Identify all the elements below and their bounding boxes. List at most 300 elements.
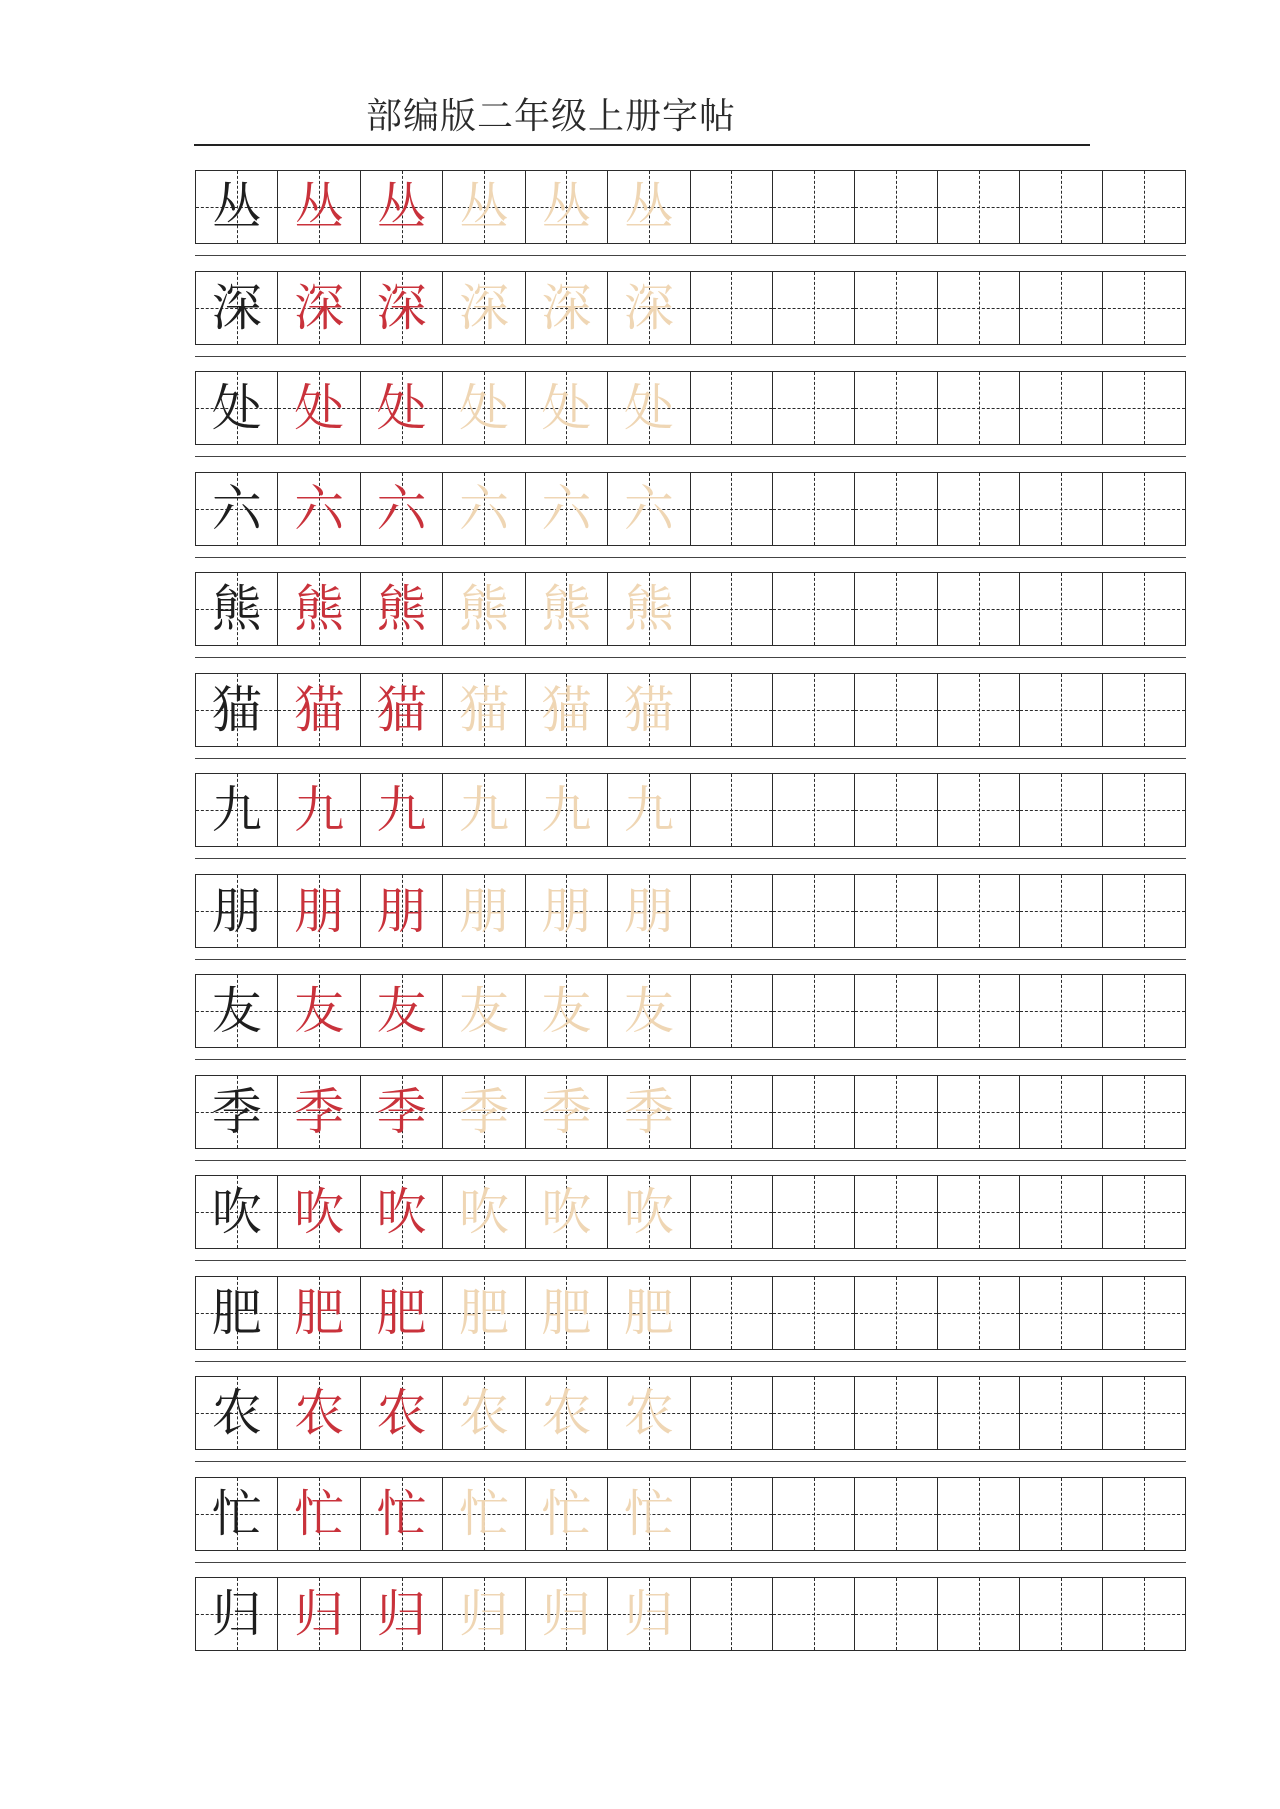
model-char-cell	[196, 1176, 278, 1248]
trace-character: 吹	[541, 1183, 592, 1241]
practice-row	[195, 1577, 1186, 1651]
red-character: 深	[376, 278, 427, 337]
practice-row	[195, 472, 1186, 546]
trace-character: 九	[541, 781, 592, 839]
trace-char-cell	[443, 1277, 525, 1349]
trace-character: 处	[541, 379, 592, 437]
trace-char-cell	[443, 1176, 525, 1248]
model-char-cell	[196, 975, 278, 1047]
blank-practice-cell[interactable]	[691, 1377, 773, 1449]
red-character: 六	[376, 479, 427, 538]
trace-character: 处	[623, 379, 674, 437]
blank-practice-cell[interactable]	[1020, 674, 1102, 746]
trace-character: 丛	[458, 178, 509, 236]
blank-practice-cell[interactable]	[691, 1478, 773, 1550]
blank-practice-cell[interactable]	[855, 1277, 937, 1349]
blank-practice-cell[interactable]	[1020, 1578, 1102, 1650]
blank-practice-cell[interactable]	[691, 1578, 773, 1650]
blank-practice-cell[interactable]	[1020, 1277, 1102, 1349]
blank-practice-cell[interactable]	[938, 674, 1020, 746]
trace-character: 友	[541, 982, 592, 1040]
blank-practice-cell[interactable]	[1103, 1076, 1185, 1148]
trace-character: 季	[623, 1082, 674, 1141]
blank-practice-cell[interactable]	[1103, 272, 1185, 344]
blank-practice-cell[interactable]	[1103, 1578, 1185, 1650]
red-char-cell	[361, 774, 443, 846]
model-char-cell	[196, 875, 278, 947]
blank-practice-cell[interactable]	[773, 1277, 855, 1349]
trace-character: 朋	[541, 881, 592, 940]
practice-row	[195, 371, 1186, 445]
red-char-cell	[278, 1176, 360, 1248]
trace-char-cell	[526, 272, 608, 344]
blank-practice-cell[interactable]	[773, 1478, 855, 1550]
blank-practice-cell[interactable]	[691, 1076, 773, 1148]
trace-character: 九	[458, 781, 509, 839]
trace-character: 农	[458, 1384, 509, 1442]
model-character: 丛	[211, 178, 262, 236]
red-char-cell	[361, 1578, 443, 1650]
trace-character: 丛	[623, 178, 674, 236]
blank-practice-cell[interactable]	[773, 975, 855, 1047]
trace-char-cell	[443, 975, 525, 1047]
blank-practice-cell[interactable]	[1103, 573, 1185, 645]
blank-practice-cell[interactable]	[855, 473, 937, 545]
blank-practice-cell[interactable]	[938, 372, 1020, 444]
blank-practice-cell[interactable]	[938, 975, 1020, 1047]
trace-char-cell	[443, 473, 525, 545]
blank-practice-cell[interactable]	[691, 1176, 773, 1248]
trace-character: 季	[541, 1082, 592, 1141]
red-char-cell	[278, 1578, 360, 1650]
blank-practice-cell[interactable]	[773, 372, 855, 444]
red-character: 忙	[294, 1484, 345, 1543]
trace-character: 季	[458, 1082, 509, 1141]
trace-char-cell	[443, 573, 525, 645]
trace-character: 农	[541, 1384, 592, 1442]
red-character: 九	[376, 781, 427, 839]
trace-char-cell	[443, 875, 525, 947]
trace-char-cell	[443, 674, 525, 746]
row-separator	[195, 1361, 1186, 1362]
red-char-cell	[278, 1478, 360, 1550]
trace-character: 六	[623, 479, 674, 538]
blank-practice-cell[interactable]	[938, 573, 1020, 645]
blank-practice-cell[interactable]	[773, 1578, 855, 1650]
blank-practice-cell[interactable]	[773, 473, 855, 545]
trace-char-cell	[443, 272, 525, 344]
blank-practice-cell[interactable]	[855, 975, 937, 1047]
red-char-cell	[361, 272, 443, 344]
trace-char-cell	[443, 774, 525, 846]
model-char-cell	[196, 1578, 278, 1650]
model-character: 肥	[211, 1283, 262, 1342]
trace-char-cell	[608, 674, 690, 746]
trace-character: 忙	[541, 1484, 592, 1543]
trace-char-cell	[443, 1478, 525, 1550]
blank-practice-cell[interactable]	[1020, 372, 1102, 444]
blank-practice-cell[interactable]	[691, 272, 773, 344]
model-character: 处	[211, 379, 262, 437]
red-character: 猫	[294, 680, 345, 739]
red-character: 季	[376, 1082, 427, 1141]
red-character: 深	[294, 278, 345, 337]
blank-practice-cell[interactable]	[1103, 1277, 1185, 1349]
practice-row	[195, 1075, 1186, 1149]
red-character: 季	[294, 1082, 345, 1141]
trace-char-cell	[526, 1478, 608, 1550]
model-character: 季	[211, 1082, 262, 1141]
row-separator	[195, 356, 1186, 357]
red-char-cell	[361, 1176, 443, 1248]
blank-practice-cell[interactable]	[773, 1076, 855, 1148]
trace-character: 猫	[541, 680, 592, 739]
red-character: 农	[294, 1384, 345, 1442]
model-character: 忙	[211, 1484, 262, 1543]
trace-char-cell	[608, 774, 690, 846]
blank-practice-cell[interactable]	[1020, 1377, 1102, 1449]
trace-character: 忙	[623, 1484, 674, 1543]
trace-char-cell	[608, 171, 690, 243]
trace-char-cell	[526, 473, 608, 545]
blank-practice-cell[interactable]	[691, 473, 773, 545]
row-separator	[195, 959, 1186, 960]
blank-practice-cell[interactable]	[855, 272, 937, 344]
model-char-cell	[196, 372, 278, 444]
trace-char-cell	[608, 1478, 690, 1550]
practice-row	[195, 271, 1186, 345]
red-character: 处	[294, 379, 345, 437]
red-char-cell	[361, 1277, 443, 1349]
blank-practice-cell[interactable]	[1020, 774, 1102, 846]
trace-character: 吹	[458, 1183, 509, 1241]
trace-character: 朋	[623, 881, 674, 940]
red-character: 归	[376, 1585, 427, 1643]
blank-practice-cell[interactable]	[1020, 1478, 1102, 1550]
blank-practice-cell[interactable]	[938, 171, 1020, 243]
blank-practice-cell[interactable]	[773, 1176, 855, 1248]
model-char-cell	[196, 473, 278, 545]
trace-character: 六	[541, 479, 592, 538]
trace-character: 熊	[541, 580, 592, 638]
blank-practice-cell[interactable]	[773, 573, 855, 645]
page-title: 部编版二年级上册字帖	[365, 96, 736, 137]
blank-practice-cell[interactable]	[773, 674, 855, 746]
row-separator	[195, 557, 1186, 558]
red-char-cell	[278, 372, 360, 444]
trace-char-cell	[443, 1076, 525, 1148]
red-character: 农	[376, 1384, 427, 1442]
red-character: 归	[294, 1585, 345, 1643]
red-character: 吹	[376, 1183, 427, 1241]
blank-practice-cell[interactable]	[1103, 1176, 1185, 1248]
trace-char-cell	[608, 1176, 690, 1248]
blank-practice-cell[interactable]	[938, 473, 1020, 545]
blank-practice-cell[interactable]	[691, 372, 773, 444]
trace-character: 忙	[458, 1484, 509, 1543]
model-character: 猫	[211, 680, 262, 739]
row-separator	[195, 1260, 1186, 1261]
red-character: 吹	[294, 1183, 345, 1241]
practice-row	[195, 1175, 1186, 1249]
row-separator	[195, 456, 1186, 457]
blank-practice-cell[interactable]	[1103, 975, 1185, 1047]
blank-practice-cell[interactable]	[855, 875, 937, 947]
red-char-cell	[278, 1076, 360, 1148]
blank-practice-cell[interactable]	[1020, 272, 1102, 344]
blank-practice-cell[interactable]	[691, 875, 773, 947]
red-character: 丛	[376, 178, 427, 236]
model-character: 六	[211, 479, 262, 538]
blank-practice-cell[interactable]	[1020, 573, 1102, 645]
blank-practice-cell[interactable]	[1103, 473, 1185, 545]
trace-char-cell	[526, 674, 608, 746]
model-char-cell	[196, 1478, 278, 1550]
trace-char-cell	[608, 573, 690, 645]
blank-practice-cell[interactable]	[938, 1076, 1020, 1148]
practice-row	[195, 572, 1186, 646]
blank-practice-cell[interactable]	[1103, 372, 1185, 444]
blank-practice-cell[interactable]	[1103, 1377, 1185, 1449]
red-character: 肥	[376, 1283, 427, 1342]
red-char-cell	[361, 372, 443, 444]
trace-character: 归	[623, 1585, 674, 1643]
blank-practice-cell[interactable]	[1103, 674, 1185, 746]
red-character: 熊	[294, 580, 345, 638]
practice-row	[195, 170, 1186, 244]
red-char-cell	[278, 1377, 360, 1449]
trace-char-cell	[443, 1578, 525, 1650]
red-character: 六	[294, 479, 345, 538]
red-character: 朋	[294, 881, 345, 940]
red-character: 朋	[376, 881, 427, 940]
blank-practice-cell[interactable]	[855, 1377, 937, 1449]
trace-character: 肥	[458, 1283, 509, 1342]
blank-practice-cell[interactable]	[855, 1076, 937, 1148]
practice-row	[195, 673, 1186, 747]
blank-practice-cell[interactable]	[855, 1578, 937, 1650]
trace-character: 熊	[623, 580, 674, 638]
trace-character: 吹	[623, 1183, 674, 1241]
blank-practice-cell[interactable]	[691, 1277, 773, 1349]
trace-char-cell	[608, 372, 690, 444]
blank-practice-cell[interactable]	[1020, 1076, 1102, 1148]
trace-character: 归	[458, 1585, 509, 1643]
blank-practice-cell[interactable]	[691, 171, 773, 243]
blank-practice-cell[interactable]	[938, 1478, 1020, 1550]
red-char-cell	[278, 975, 360, 1047]
row-separator	[195, 858, 1186, 859]
trace-char-cell	[608, 875, 690, 947]
blank-practice-cell[interactable]	[1103, 774, 1185, 846]
trace-character: 熊	[458, 580, 509, 638]
trace-character: 深	[458, 278, 509, 337]
red-char-cell	[278, 774, 360, 846]
blank-practice-cell[interactable]	[1020, 875, 1102, 947]
blank-practice-cell[interactable]	[1103, 171, 1185, 243]
red-char-cell	[278, 573, 360, 645]
red-char-cell	[361, 1076, 443, 1148]
red-char-cell	[278, 674, 360, 746]
red-char-cell	[361, 674, 443, 746]
model-character: 熊	[211, 580, 262, 638]
red-character: 丛	[294, 178, 345, 236]
blank-practice-cell[interactable]	[691, 674, 773, 746]
red-char-cell	[361, 1478, 443, 1550]
practice-row	[195, 1477, 1186, 1551]
blank-practice-cell[interactable]	[855, 1478, 937, 1550]
blank-practice-cell[interactable]	[773, 875, 855, 947]
blank-practice-cell[interactable]	[855, 171, 937, 243]
red-character: 友	[294, 982, 345, 1040]
blank-practice-cell[interactable]	[855, 674, 937, 746]
trace-char-cell	[526, 1377, 608, 1449]
model-char-cell	[196, 1076, 278, 1148]
trace-character: 友	[458, 982, 509, 1040]
trace-char-cell	[608, 473, 690, 545]
blank-practice-cell[interactable]	[773, 171, 855, 243]
red-char-cell	[361, 975, 443, 1047]
trace-char-cell	[526, 1578, 608, 1650]
blank-practice-cell[interactable]	[1020, 975, 1102, 1047]
trace-character: 友	[623, 982, 674, 1040]
trace-character: 丛	[541, 178, 592, 236]
trace-char-cell	[608, 1578, 690, 1650]
practice-row	[195, 773, 1186, 847]
row-separator	[195, 657, 1186, 658]
trace-char-cell	[526, 975, 608, 1047]
blank-practice-cell[interactable]	[773, 272, 855, 344]
trace-char-cell	[526, 1176, 608, 1248]
trace-character: 农	[623, 1384, 674, 1442]
trace-char-cell	[443, 372, 525, 444]
red-char-cell	[278, 272, 360, 344]
blank-practice-cell[interactable]	[773, 1377, 855, 1449]
blank-practice-cell[interactable]	[938, 1176, 1020, 1248]
trace-character: 处	[458, 379, 509, 437]
model-character: 深	[211, 278, 262, 337]
blank-practice-cell[interactable]	[1103, 1478, 1185, 1550]
practice-row	[195, 1276, 1186, 1350]
red-character: 肥	[294, 1283, 345, 1342]
model-char-cell	[196, 1377, 278, 1449]
red-char-cell	[361, 875, 443, 947]
trace-character: 深	[541, 278, 592, 337]
red-char-cell	[278, 473, 360, 545]
blank-practice-cell[interactable]	[1020, 1176, 1102, 1248]
blank-practice-cell[interactable]	[855, 573, 937, 645]
trace-char-cell	[526, 1277, 608, 1349]
trace-char-cell	[608, 1076, 690, 1148]
trace-character: 深	[623, 278, 674, 337]
model-character: 友	[211, 982, 262, 1040]
blank-practice-cell[interactable]	[691, 573, 773, 645]
blank-practice-cell[interactable]	[938, 1377, 1020, 1449]
red-char-cell	[278, 1277, 360, 1349]
trace-char-cell	[608, 1277, 690, 1349]
red-char-cell	[278, 171, 360, 243]
trace-char-cell	[608, 1377, 690, 1449]
trace-character: 朋	[458, 881, 509, 940]
model-character: 九	[211, 781, 262, 839]
model-character: 吹	[211, 1183, 262, 1241]
blank-practice-cell[interactable]	[938, 1578, 1020, 1650]
trace-character: 猫	[623, 680, 674, 739]
blank-practice-cell[interactable]	[938, 1277, 1020, 1349]
blank-practice-cell[interactable]	[855, 774, 937, 846]
trace-char-cell	[443, 1377, 525, 1449]
blank-practice-cell[interactable]	[855, 1176, 937, 1248]
model-char-cell	[196, 272, 278, 344]
practice-row	[195, 974, 1186, 1048]
red-char-cell	[361, 473, 443, 545]
model-char-cell	[196, 171, 278, 243]
blank-practice-cell[interactable]	[938, 774, 1020, 846]
trace-character: 归	[541, 1585, 592, 1643]
model-char-cell	[196, 774, 278, 846]
trace-char-cell	[443, 171, 525, 243]
red-character: 猫	[376, 680, 427, 739]
blank-practice-cell[interactable]	[1020, 171, 1102, 243]
practice-row	[195, 874, 1186, 948]
red-char-cell	[361, 171, 443, 243]
red-character: 九	[294, 781, 345, 839]
red-char-cell	[361, 573, 443, 645]
trace-char-cell	[608, 975, 690, 1047]
trace-character: 肥	[623, 1283, 674, 1342]
blank-practice-cell[interactable]	[691, 774, 773, 846]
practice-row	[195, 1376, 1186, 1450]
red-character: 熊	[376, 580, 427, 638]
trace-character: 六	[458, 479, 509, 538]
trace-char-cell	[526, 1076, 608, 1148]
blank-practice-cell[interactable]	[855, 372, 937, 444]
model-character: 朋	[211, 881, 262, 940]
row-separator	[195, 1461, 1186, 1462]
blank-practice-cell[interactable]	[1103, 875, 1185, 947]
trace-char-cell	[526, 774, 608, 846]
red-char-cell	[278, 875, 360, 947]
row-separator	[195, 1160, 1186, 1161]
model-character: 归	[211, 1585, 262, 1643]
model-char-cell	[196, 573, 278, 645]
model-char-cell	[196, 674, 278, 746]
trace-character: 肥	[541, 1283, 592, 1342]
row-separator	[195, 758, 1186, 759]
model-char-cell	[196, 1277, 278, 1349]
model-character: 农	[211, 1384, 262, 1442]
red-character: 忙	[376, 1484, 427, 1543]
row-separator	[195, 1562, 1186, 1563]
trace-char-cell	[526, 875, 608, 947]
blank-practice-cell[interactable]	[938, 875, 1020, 947]
blank-practice-cell[interactable]	[938, 272, 1020, 344]
red-char-cell	[361, 1377, 443, 1449]
trace-char-cell	[608, 272, 690, 344]
red-character: 友	[376, 982, 427, 1040]
blank-practice-cell[interactable]	[773, 774, 855, 846]
red-character: 处	[376, 379, 427, 437]
blank-practice-cell[interactable]	[1020, 473, 1102, 545]
trace-character: 猫	[458, 680, 509, 739]
blank-practice-cell[interactable]	[691, 975, 773, 1047]
trace-character: 九	[623, 781, 674, 839]
trace-char-cell	[526, 171, 608, 243]
trace-char-cell	[526, 372, 608, 444]
row-separator	[195, 255, 1186, 256]
trace-char-cell	[526, 573, 608, 645]
row-separator	[195, 1059, 1186, 1060]
